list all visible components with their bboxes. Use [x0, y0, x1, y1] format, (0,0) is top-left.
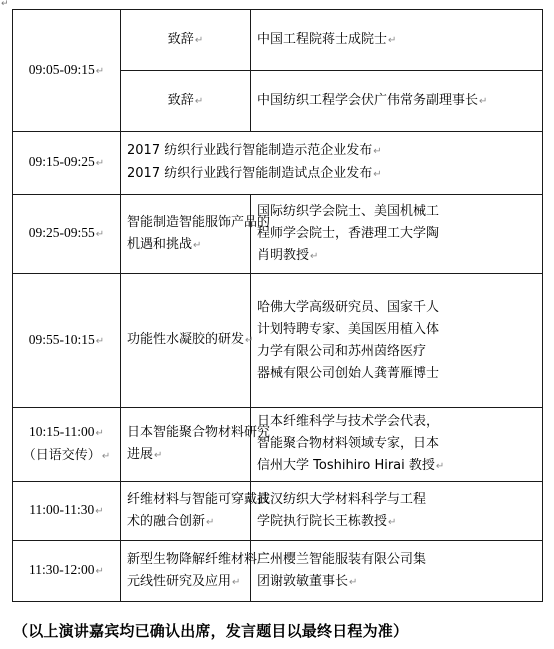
paragraph-mark-icon: ↵ [206, 516, 215, 528]
paragraph-mark-icon: ↵ [388, 516, 397, 528]
topic-text: 致辞 [167, 31, 194, 47]
topic-line: 纤维材料与智能可穿戴技 [127, 491, 271, 507]
topic-cell [121, 10, 251, 71]
speaker-line: 智能聚合物材料领域专家，日本 [257, 436, 440, 451]
paragraph-mark-icon: ↵ [349, 576, 358, 588]
paragraph-mark-icon: ↵ [232, 576, 241, 588]
speaker-line: 器械有限公司创始人龚菁雁博士 [257, 365, 440, 381]
topic-cell [121, 541, 271, 602]
speaker-cell [251, 408, 543, 482]
time-note-line [15, 445, 118, 468]
paragraph-mark-icon: ↵ [245, 335, 254, 346]
topic-text: 致辞 [167, 92, 194, 108]
time-cell [13, 408, 121, 482]
schedule-row-3 [13, 195, 543, 274]
announcement-cell [121, 132, 543, 195]
paragraph-mark-icon: ↵ [154, 450, 163, 461]
topic-cell [121, 482, 271, 541]
topic-cell [121, 71, 251, 132]
schedule-row-2 [13, 132, 543, 195]
topic-line: 智能制造智能服饰产品的 [127, 214, 271, 230]
schedule-table [12, 9, 543, 602]
time-slot: 09:05-09:15 [28, 61, 95, 77]
time-cell [13, 482, 121, 541]
topic-cell [121, 195, 271, 274]
schedule-row-7 [13, 541, 543, 602]
paragraph-mark-icon: ↵ [479, 95, 488, 107]
footnote [13, 620, 408, 642]
paragraph-mark-icon: ↵ [95, 158, 105, 169]
paragraph-mark-icon: ↵ [95, 229, 105, 240]
paragraph-mark-icon: ↵ [101, 451, 111, 462]
topic-line: 机遇和挑战↵ [127, 236, 202, 252]
announcement-line: 2017 纺织行业践行智能制造示范企业发布↵ [127, 143, 382, 158]
time-cell [13, 195, 121, 274]
paragraph-mark-icon: ↵ [95, 65, 105, 77]
announcement-line: 2017 纺织行业践行智能制造试点企业发布↵ [127, 166, 382, 181]
time-slot: 09:15-09:25 [28, 154, 95, 169]
topic-line: 新型生物降解纤维材料三 [127, 551, 271, 567]
speaker-line: 广州樱兰智能服装有限公司集 [257, 551, 427, 567]
speaker-text: 中国纺织工程学会伏广伟常务副理事长 [257, 92, 479, 108]
speaker-line: 国际纺织学会院士、美国机械工 [257, 203, 440, 219]
paragraph-mark-icon: ↵ [194, 95, 204, 107]
topic-line: 进展↵ [127, 447, 163, 462]
speaker-line: 力学有限公司和苏州茵络医疗 [257, 343, 427, 359]
speaker-cell [251, 71, 543, 132]
time-slot: 09:25-09:55 [28, 225, 95, 240]
paragraph-mark-icon: ↵ [435, 461, 445, 472]
paragraph-mark-icon: ↵ [310, 250, 319, 262]
speaker-line: 哈佛大学高级研究员、国家千人 [257, 299, 440, 315]
topic-cell [121, 408, 271, 482]
speaker-line: 武汉纺织大学材料科学与工程 [257, 491, 427, 507]
paragraph-mark-icon: ↵ [95, 506, 104, 517]
speaker-line: 学院执行院长王栋教授↵ [257, 513, 397, 529]
speaker-cell [251, 482, 543, 541]
speaker-line: 程师学会院士，香港理工大学陶 [257, 225, 440, 241]
time-note: （日语交传） [22, 448, 101, 463]
time-line [15, 421, 118, 445]
speaker-line: 肖明教授↵ [257, 247, 319, 263]
paragraph-mark-icon: ↵ [388, 34, 397, 46]
speaker-cell [251, 10, 543, 71]
speaker-text: 中国工程院蒋士成院士 [257, 31, 388, 47]
paragraph-mark-icon: ↵ [95, 428, 104, 439]
paragraph-mark-icon: ↵ [95, 566, 104, 577]
time-slot: 11:30-12:00 [29, 562, 95, 577]
speaker-cell [251, 274, 543, 408]
paragraph-mark-icon: ↵ [95, 335, 105, 347]
time-cell [13, 541, 121, 602]
speaker-line: 日本纤维科学与技术学会代表， [257, 414, 440, 429]
schedule-row-1a [13, 10, 543, 71]
speaker-cell [251, 541, 543, 602]
time-cell [13, 132, 121, 195]
topic-line: 术的融合创新↵ [127, 513, 215, 529]
schedule-row-6 [13, 482, 543, 541]
footnote-text: （以上演讲嘉宾均已确认出席，发言题目以最终日程为准） [13, 622, 409, 640]
topic-line: 日本智能聚合物材料研究 [127, 425, 271, 440]
schedule-row-5 [13, 408, 543, 482]
speaker-line: 计划特聘专家、美国医用植入体 [257, 321, 440, 337]
schedule-row-4 [13, 274, 543, 408]
topic-line: 元线性研究及应用↵ [127, 573, 241, 589]
speaker-line: 信州大学 Toshihiro Hirai 教授↵ [257, 458, 445, 473]
time-cell [13, 274, 121, 408]
speaker-line: 团谢敦敏董事长↵ [257, 573, 358, 589]
topic-cell [121, 274, 254, 408]
time-cell [13, 10, 121, 132]
topic-line: 功能性水凝胶的研发↵ [127, 332, 254, 347]
paragraph-anchor-icon: ↵ [1, 0, 9, 9]
paragraph-mark-icon: ↵ [194, 34, 204, 46]
paragraph-mark-icon: ↵ [373, 169, 382, 180]
time-slot: 09:55-10:15 [28, 331, 95, 347]
time-slot: 10:15-11:00 [29, 424, 95, 439]
speaker-cell [251, 195, 543, 274]
paragraph-mark-icon: ↵ [193, 239, 202, 251]
time-slot: 11:00-11:30 [29, 502, 95, 517]
paragraph-mark-icon: ↵ [373, 146, 382, 157]
